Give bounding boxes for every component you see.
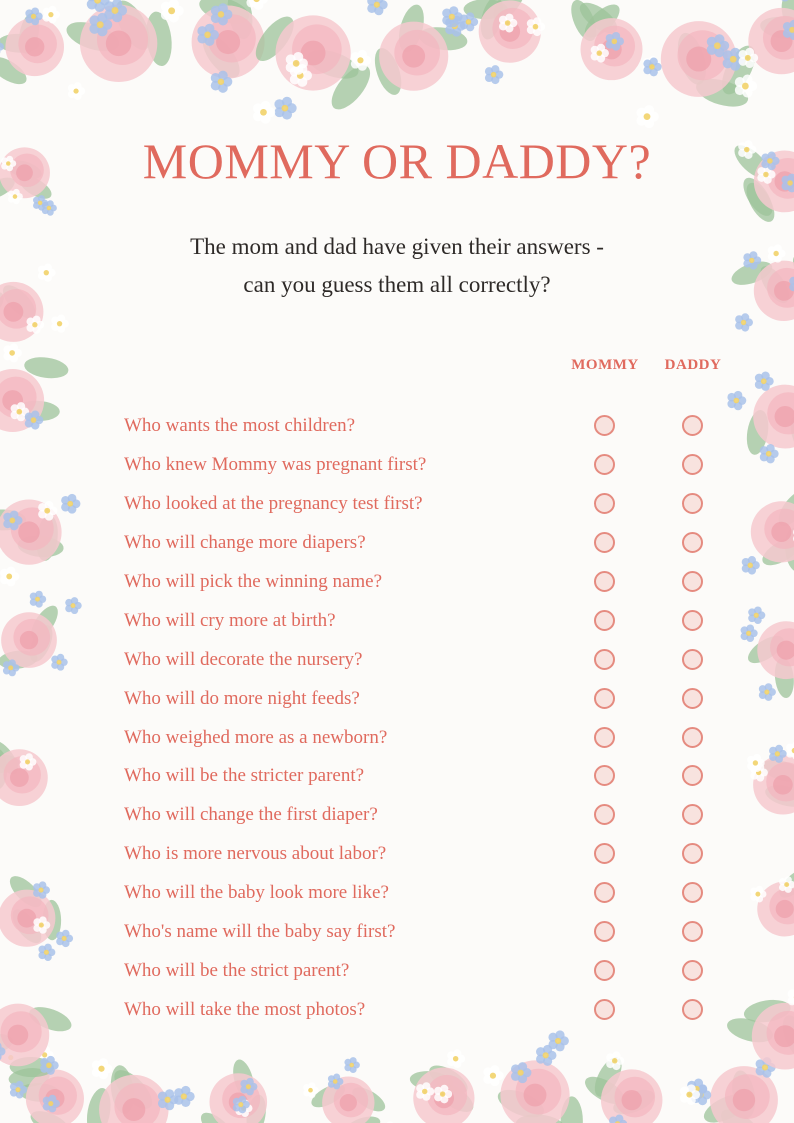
flower-center [48,1101,53,1106]
flower-center [97,21,104,28]
flower-center [422,1089,427,1094]
question-text: Who will cry more at birth? [124,609,336,631]
question-row [0,681,794,720]
question-row [0,758,794,797]
daddy-answer-circle[interactable] [682,649,703,670]
question-row [0,720,794,759]
mommy-answer-circle[interactable] [594,804,615,825]
flower-center [612,1058,617,1063]
daddy-answer-circle[interactable] [682,415,703,436]
flower-center [714,42,721,49]
daddy-answer-circle[interactable] [682,843,703,864]
mommy-answer-circle[interactable] [594,571,615,592]
rose-center [733,1089,755,1111]
flower-center [533,24,539,30]
flower-center [238,1102,243,1107]
flower-center [597,50,603,56]
question-row [0,953,794,992]
question-text: Who is more nervous about labor? [124,843,387,865]
question-row [0,797,794,836]
flower-center [741,320,746,325]
rose-center [122,1098,145,1121]
question-row [0,875,794,914]
flower-center [98,1066,104,1072]
question-list [0,408,794,1031]
question-row [0,564,794,603]
flower-center [357,57,363,63]
flower-center [644,113,651,120]
question-text: Who will decorate the nursery? [124,648,363,670]
question-row [0,836,794,875]
flower-center [491,72,497,78]
flower-center [453,1056,458,1061]
daddy-answer-circle[interactable] [682,999,703,1020]
flower-center [543,1052,549,1058]
mommy-answer-circle[interactable] [594,649,615,670]
daddy-answer-circle[interactable] [682,960,703,981]
page-title: MOMMY OR DADDY? [142,133,652,189]
question-text: Who looked at the pregnancy test first? [124,492,423,514]
flower-center [649,64,655,70]
flower-center [730,56,737,63]
flower-center [13,194,18,199]
question-text: Who wants the most children? [124,415,356,436]
column-header-mommy: MOMMY [571,357,639,373]
rose-center [402,45,425,68]
flower-center [745,55,751,61]
question-text: Who weighed more as a newborn? [124,726,388,748]
question-text: Who will be the strict parent? [124,960,350,982]
flower-center [15,1087,20,1092]
question-row [0,603,794,642]
question-row [0,992,794,1031]
question-text: Who will pick the winning name? [124,570,383,592]
rose-center [524,1084,547,1107]
daddy-answer-circle[interactable] [682,765,703,786]
flower-center [466,19,472,25]
daddy-answer-circle[interactable] [682,688,703,709]
question-text: Who's name will the baby say first? [124,921,396,943]
question-text: Who will change more diapers? [124,531,366,553]
mommy-answer-circle[interactable] [594,454,615,475]
rose-center [622,1090,642,1110]
flower-center [449,14,455,20]
question-text: Who will the baby look more like? [124,882,389,904]
flower-center [204,32,211,39]
daddy-answer-circle[interactable] [682,921,703,942]
flower-center [518,1070,524,1076]
mommy-answer-circle[interactable] [594,921,615,942]
question-text: Who will change the first diaper? [124,804,378,826]
flower-center [38,201,43,206]
mommy-answer-circle[interactable] [594,532,615,553]
question-text: Who will take the most photos? [124,999,366,1021]
daddy-answer-circle[interactable] [682,454,703,475]
flower-center [762,1064,768,1070]
mommy-answer-circle[interactable] [594,727,615,748]
question-row [0,408,794,447]
flower-center [48,12,53,17]
flower-center [46,1063,52,1069]
flower-center [9,350,15,356]
flower-center [47,206,52,211]
daddy-answer-circle[interactable] [682,804,703,825]
flower-center [686,1092,692,1098]
mommy-answer-circle[interactable] [594,999,615,1020]
flower-center [374,2,380,8]
daddy-answer-circle[interactable] [682,571,703,592]
rose-center [340,1094,357,1111]
flower-center [333,1079,338,1084]
daddy-answer-circle[interactable] [682,493,703,514]
subtitle-line-1: The mom and dad have given their answers - [190,234,604,259]
mommy-answer-circle[interactable] [594,765,615,786]
flower-center [761,378,767,384]
flower-center [733,398,739,404]
mommy-answer-circle[interactable] [594,960,615,981]
daddy-answer-circle[interactable] [682,727,703,748]
question-row [0,914,794,953]
flower-center [293,60,300,67]
flower-center [168,7,175,14]
flower-center [555,1038,561,1044]
flower-center [490,1073,496,1079]
flower-center [349,1063,354,1068]
question-text: Who will be the stricter parent? [124,765,365,787]
rose-center [106,31,132,57]
column-header-daddy: DADDY [664,357,722,373]
question-row [0,447,794,486]
question-text: Who will do more night feeds? [124,687,360,709]
flower-center [260,109,267,116]
flower-center [57,321,62,326]
mommy-answer-circle[interactable] [594,415,615,436]
flower-center [308,1088,313,1093]
flower-center [282,105,289,112]
mommy-answer-circle[interactable] [594,610,615,631]
flower-center [165,1097,171,1103]
flower-center [440,1091,445,1096]
flower-center [218,11,225,18]
flower-center [246,1084,251,1089]
flower-center [505,20,511,26]
daddy-answer-circle[interactable] [682,610,703,631]
mommy-answer-circle[interactable] [594,882,615,903]
flower-center [32,322,37,327]
rose-center [3,302,23,322]
rose-center [25,37,44,56]
flower-center [112,7,119,14]
mommy-answer-circle[interactable] [594,843,615,864]
mommy-answer-circle[interactable] [594,688,615,709]
flower-center [31,14,36,19]
question-row [0,525,794,564]
flower-center [742,83,749,90]
question-row [0,642,794,681]
daddy-answer-circle[interactable] [682,882,703,903]
flower-center [181,1093,187,1099]
question-row [0,486,794,525]
flower-center [612,39,618,45]
flower-center [73,88,78,93]
subtitle-line-2: can you guess them all correctly? [243,272,551,297]
rose-center [216,30,240,54]
daddy-answer-circle[interactable] [682,532,703,553]
mommy-answer-circle[interactable] [594,493,615,514]
question-text: Who knew Mommy was pregnant first? [124,453,427,475]
flower-center [218,78,225,85]
